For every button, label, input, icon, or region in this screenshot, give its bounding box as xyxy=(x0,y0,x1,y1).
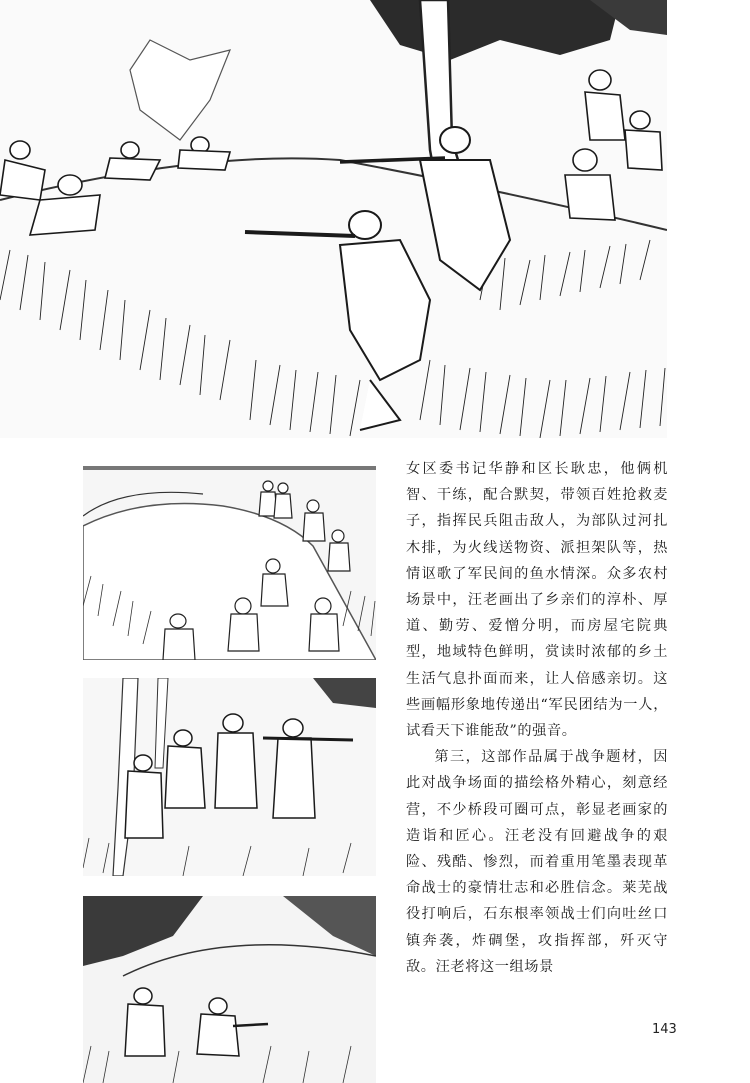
troops-march-drawing xyxy=(83,466,376,660)
page-number: 143 xyxy=(652,1022,677,1037)
soldiers-ambush-drawing xyxy=(83,678,376,876)
battle-scene-illustration xyxy=(0,0,667,438)
article-paragraph-1: 女区委书记华静和区长耿忠，他俩机智、干练，配合默契，带领百姓抢救麦子，指挥民兵阻击敌人，为部队过河扎木排，为火线送物资、派担架队等，热情讴歌了军民间的鱼水情深。众多农村场景中，汪老画出了乡亲们的淳朴、厚道、勤劳、爱憎分明，而房屋宅院典型，地域特色鲜明，赏读时浓郁的乡土生活气息扑面而来，让人倍感亲切。这些画幅形象地传递出“军民团结为一人，试看天下谁能敌”的强音。 xyxy=(406,461,668,740)
troops-march-illustration xyxy=(83,466,376,660)
soldier-advance-illustration xyxy=(83,896,376,1083)
battle-scene-drawing xyxy=(0,0,667,438)
article-body xyxy=(406,456,668,980)
soldier-advance-drawing xyxy=(83,896,376,1083)
soldiers-ambush-illustration xyxy=(83,678,376,876)
article-paragraph-2: 第三，这部作品属于战争题材，因此对战争场面的描绘格外精心，刻意经营，不少桥段可圈可点，彰显老画家的造诣和匠心。汪老没有回避战争的艰险、残酷、惨烈，而着重用笔墨表现革命战士的豪情壮志和必胜信念。莱芜战役打响后，石东根率领战士们向吐丝口镇奔袭，炸碉堡，攻指挥部，歼灭守敌。汪老将这一组场景 xyxy=(406,749,668,975)
